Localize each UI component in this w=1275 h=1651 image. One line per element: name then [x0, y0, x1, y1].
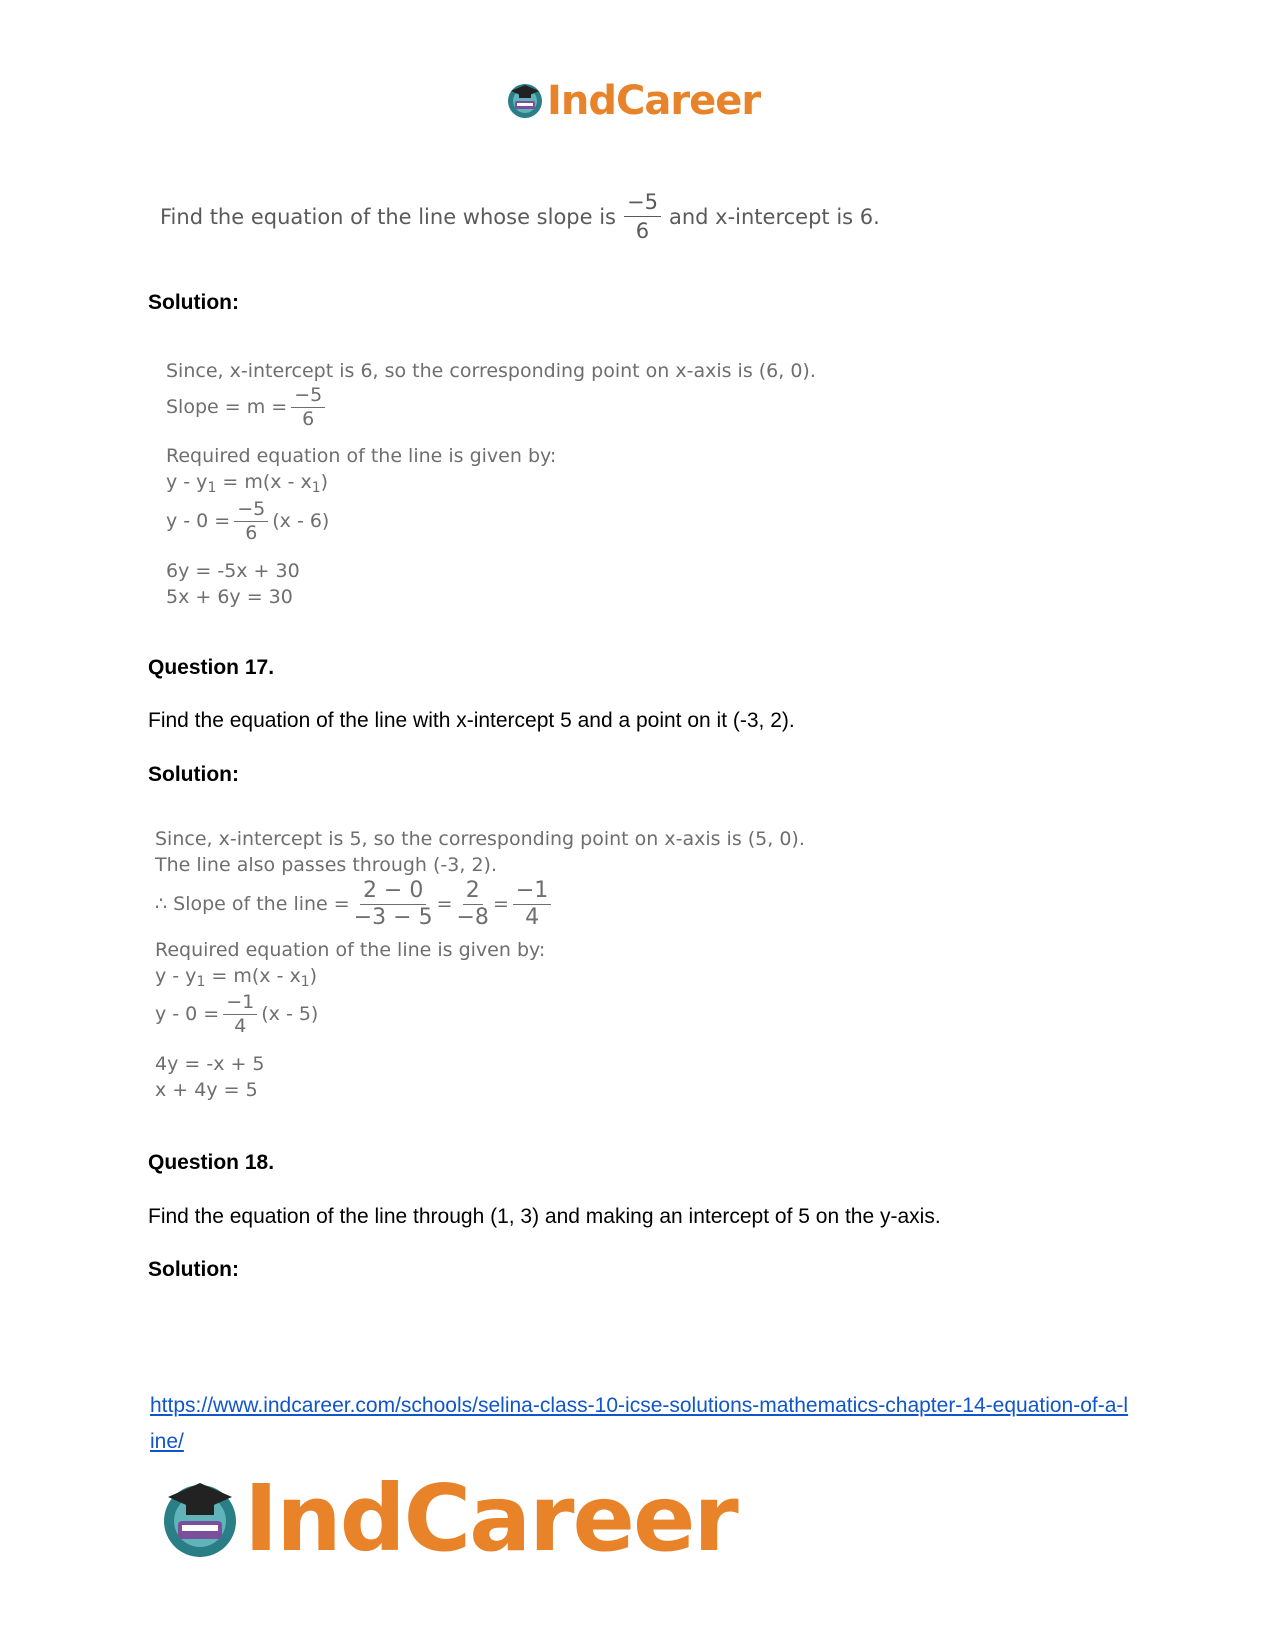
- eq-part: y - 0 =: [155, 1003, 220, 1025]
- subscript: 1: [311, 480, 321, 496]
- eq-part: (x - 5): [261, 1003, 319, 1025]
- subscript: 1: [196, 974, 206, 990]
- logo-wordmark: IndCareer: [244, 1465, 737, 1572]
- eq-part: (x - 6): [272, 510, 330, 532]
- slope-fraction-1: [354, 880, 433, 929]
- q16-prompt: [160, 190, 880, 243]
- q17-sol-line-7: 4y = -x + 5: [155, 1053, 265, 1075]
- q17-prompt: Find the equation of the line with x-intercept 5 and a point on it (-3, 2).: [148, 709, 795, 732]
- q17-sol-line-8: x + 4y = 5: [155, 1079, 258, 1101]
- q17-sol-line-2: The line also passes through (-3, 2).: [155, 854, 497, 876]
- eq-fraction: [223, 993, 257, 1036]
- q17-sol-line-6: [155, 993, 318, 1036]
- q16-prompt-text-end: and x-intercept is 6.: [668, 204, 880, 229]
- eq-part: = m(x - x: [216, 471, 312, 493]
- equals-sign: =: [436, 893, 453, 915]
- eq-part: y - 0 =: [166, 510, 231, 532]
- fraction-denominator: 4: [525, 905, 540, 930]
- q17-sol-line-1: Since, x-intercept is 5, so the corresponding point on x-axis is (5, 0).: [155, 828, 805, 850]
- q17-heading: Question 17.: [148, 656, 275, 679]
- fraction-denominator: 6: [302, 408, 315, 430]
- q17-sol-line-4: Required equation of the line is given by:: [155, 939, 546, 961]
- fraction-numerator: −1: [223, 993, 257, 1015]
- logo-wordmark: IndCareer: [547, 78, 761, 124]
- graduation-cap-globe-icon: [160, 1473, 240, 1564]
- eq-part: ): [320, 471, 329, 493]
- fraction-numerator: −5: [291, 386, 325, 408]
- q16-slope-fraction: [624, 190, 661, 243]
- footer-logo: [160, 1465, 737, 1572]
- q17-sol-line-5: [155, 967, 317, 989]
- equals-sign: =: [492, 893, 509, 915]
- eq-fraction: [234, 500, 268, 543]
- q16-sol-line-3: Required equation of the line is given by:: [166, 445, 557, 467]
- fraction-denominator: 6: [635, 219, 650, 243]
- q17-sol-line-3: [155, 880, 555, 929]
- q16-sol-line-1: Since, x-intercept is 6, so the corresponding point on x-axis is (6, 0).: [166, 360, 816, 382]
- q16-sol-line-6: 6y = -5x + 30: [166, 560, 300, 582]
- fraction-denominator: 6: [245, 522, 258, 544]
- slope-fraction: [291, 386, 325, 429]
- q18-solution-label: Solution:: [148, 1258, 239, 1281]
- q16-sol-line-2: [166, 386, 329, 429]
- q18-prompt: Find the equation of the line through (1, 3) and making an intercept of 5 on the y-axis.: [148, 1205, 941, 1228]
- slope-fraction-3: [513, 880, 551, 929]
- eq-part: y - y: [155, 965, 197, 987]
- source-url-link[interactable]: https://www.indcareer.com/schools/selina-class-10-icse-solutions-mathematics-chapter-14-equation-of-a-line/: [150, 1394, 1129, 1453]
- slope-fraction-2: [457, 880, 489, 929]
- slope-label: Slope = m =: [166, 396, 288, 418]
- q16-sol-line-7: 5x + 6y = 30: [166, 586, 293, 608]
- eq-part: = m(x - x: [205, 965, 301, 987]
- q16-sol-line-5: [166, 500, 329, 543]
- fraction-numerator: 2: [463, 880, 483, 905]
- eq-part: y - y: [166, 471, 208, 493]
- q16-sol-line-4: [166, 473, 328, 495]
- q17-solution-label: Solution:: [148, 763, 239, 786]
- eq-part: ): [309, 965, 318, 987]
- q16-prompt-text: Find the equation of the line whose slope is: [160, 204, 616, 229]
- fraction-numerator: −5: [234, 500, 268, 522]
- fraction-denominator: −8: [456, 905, 489, 930]
- slope-label: ∴ Slope of the line =: [155, 893, 350, 915]
- q18-heading: Question 18.: [148, 1151, 275, 1174]
- graduation-cap-globe-icon: [505, 79, 545, 124]
- subscript: 1: [300, 974, 310, 990]
- fraction-numerator: −5: [624, 190, 661, 217]
- fraction-denominator: −3 − 5: [353, 905, 433, 930]
- fraction-denominator: 4: [234, 1015, 247, 1037]
- header-logo: [505, 78, 760, 124]
- footer-link-wrapper: [150, 1388, 1130, 1460]
- subscript: 1: [207, 480, 217, 496]
- q16-solution-label: Solution:: [148, 291, 239, 314]
- fraction-numerator: 2 − 0: [360, 880, 426, 905]
- fraction-numerator: −1: [513, 880, 551, 905]
